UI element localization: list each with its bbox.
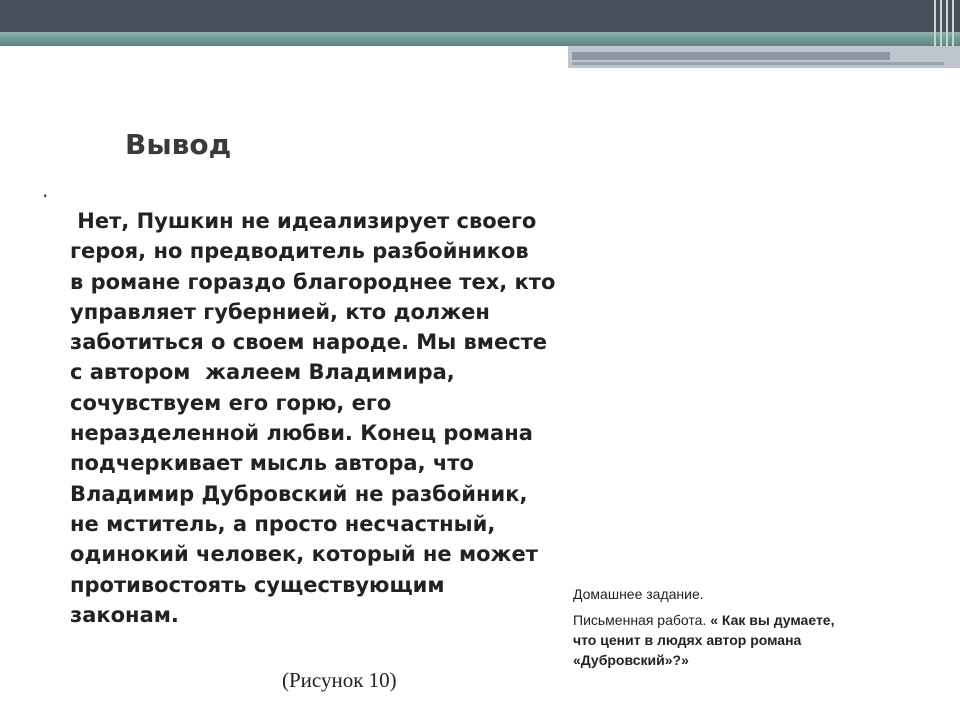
header-stripes xyxy=(930,0,960,46)
header-accent-band xyxy=(0,32,960,46)
text-line: не мститель, а просто несчастный, xyxy=(70,511,496,536)
text-line: неразделенной любви. Конец романа xyxy=(70,421,533,446)
text-line: Владимир Дубровский не разбойник, xyxy=(70,481,528,506)
header-gray-band-line xyxy=(572,62,944,65)
header-gray-band-inner xyxy=(572,52,890,60)
homework-task-prefix: Письменная работа. xyxy=(573,612,711,628)
homework-title: Домашнее задание. xyxy=(573,586,704,602)
text-line: подчеркивает мысль автора, что xyxy=(70,451,474,476)
text-line: управляет губернией, кто должен xyxy=(70,299,490,324)
homework-question-line-2: что ценит в людях автор романа xyxy=(573,632,802,648)
text-line: с автором жалеем Владимира, xyxy=(70,360,455,385)
figure-caption: (Рисунок 10) xyxy=(282,668,397,692)
text-line: одинокий человек, который не может xyxy=(70,542,538,567)
homework-question-line-3: «Дубровский»?» xyxy=(573,652,689,668)
homework-task xyxy=(573,610,913,670)
text-line: законам. xyxy=(70,602,179,627)
homework-block xyxy=(573,584,913,670)
text-line: заботиться о своем народе. Мы вместе xyxy=(70,330,548,355)
text-line: Нет, Пушкин не идеализирует своего xyxy=(70,209,537,233)
conclusion-text xyxy=(70,206,560,630)
text-line: сочувствуем его горю, его xyxy=(70,390,392,415)
slide-title: Вывод xyxy=(125,128,232,161)
text-line: противостоять существующим xyxy=(70,572,445,597)
text-line: героя, но предводитель разбойников xyxy=(70,239,529,264)
bullet-marker: . xyxy=(42,178,49,202)
header-bar xyxy=(0,0,960,32)
homework-question-line-1: « Как вы думаете, xyxy=(710,612,835,628)
text-line: в романе гораздо благороднее тех, кто xyxy=(70,269,556,294)
